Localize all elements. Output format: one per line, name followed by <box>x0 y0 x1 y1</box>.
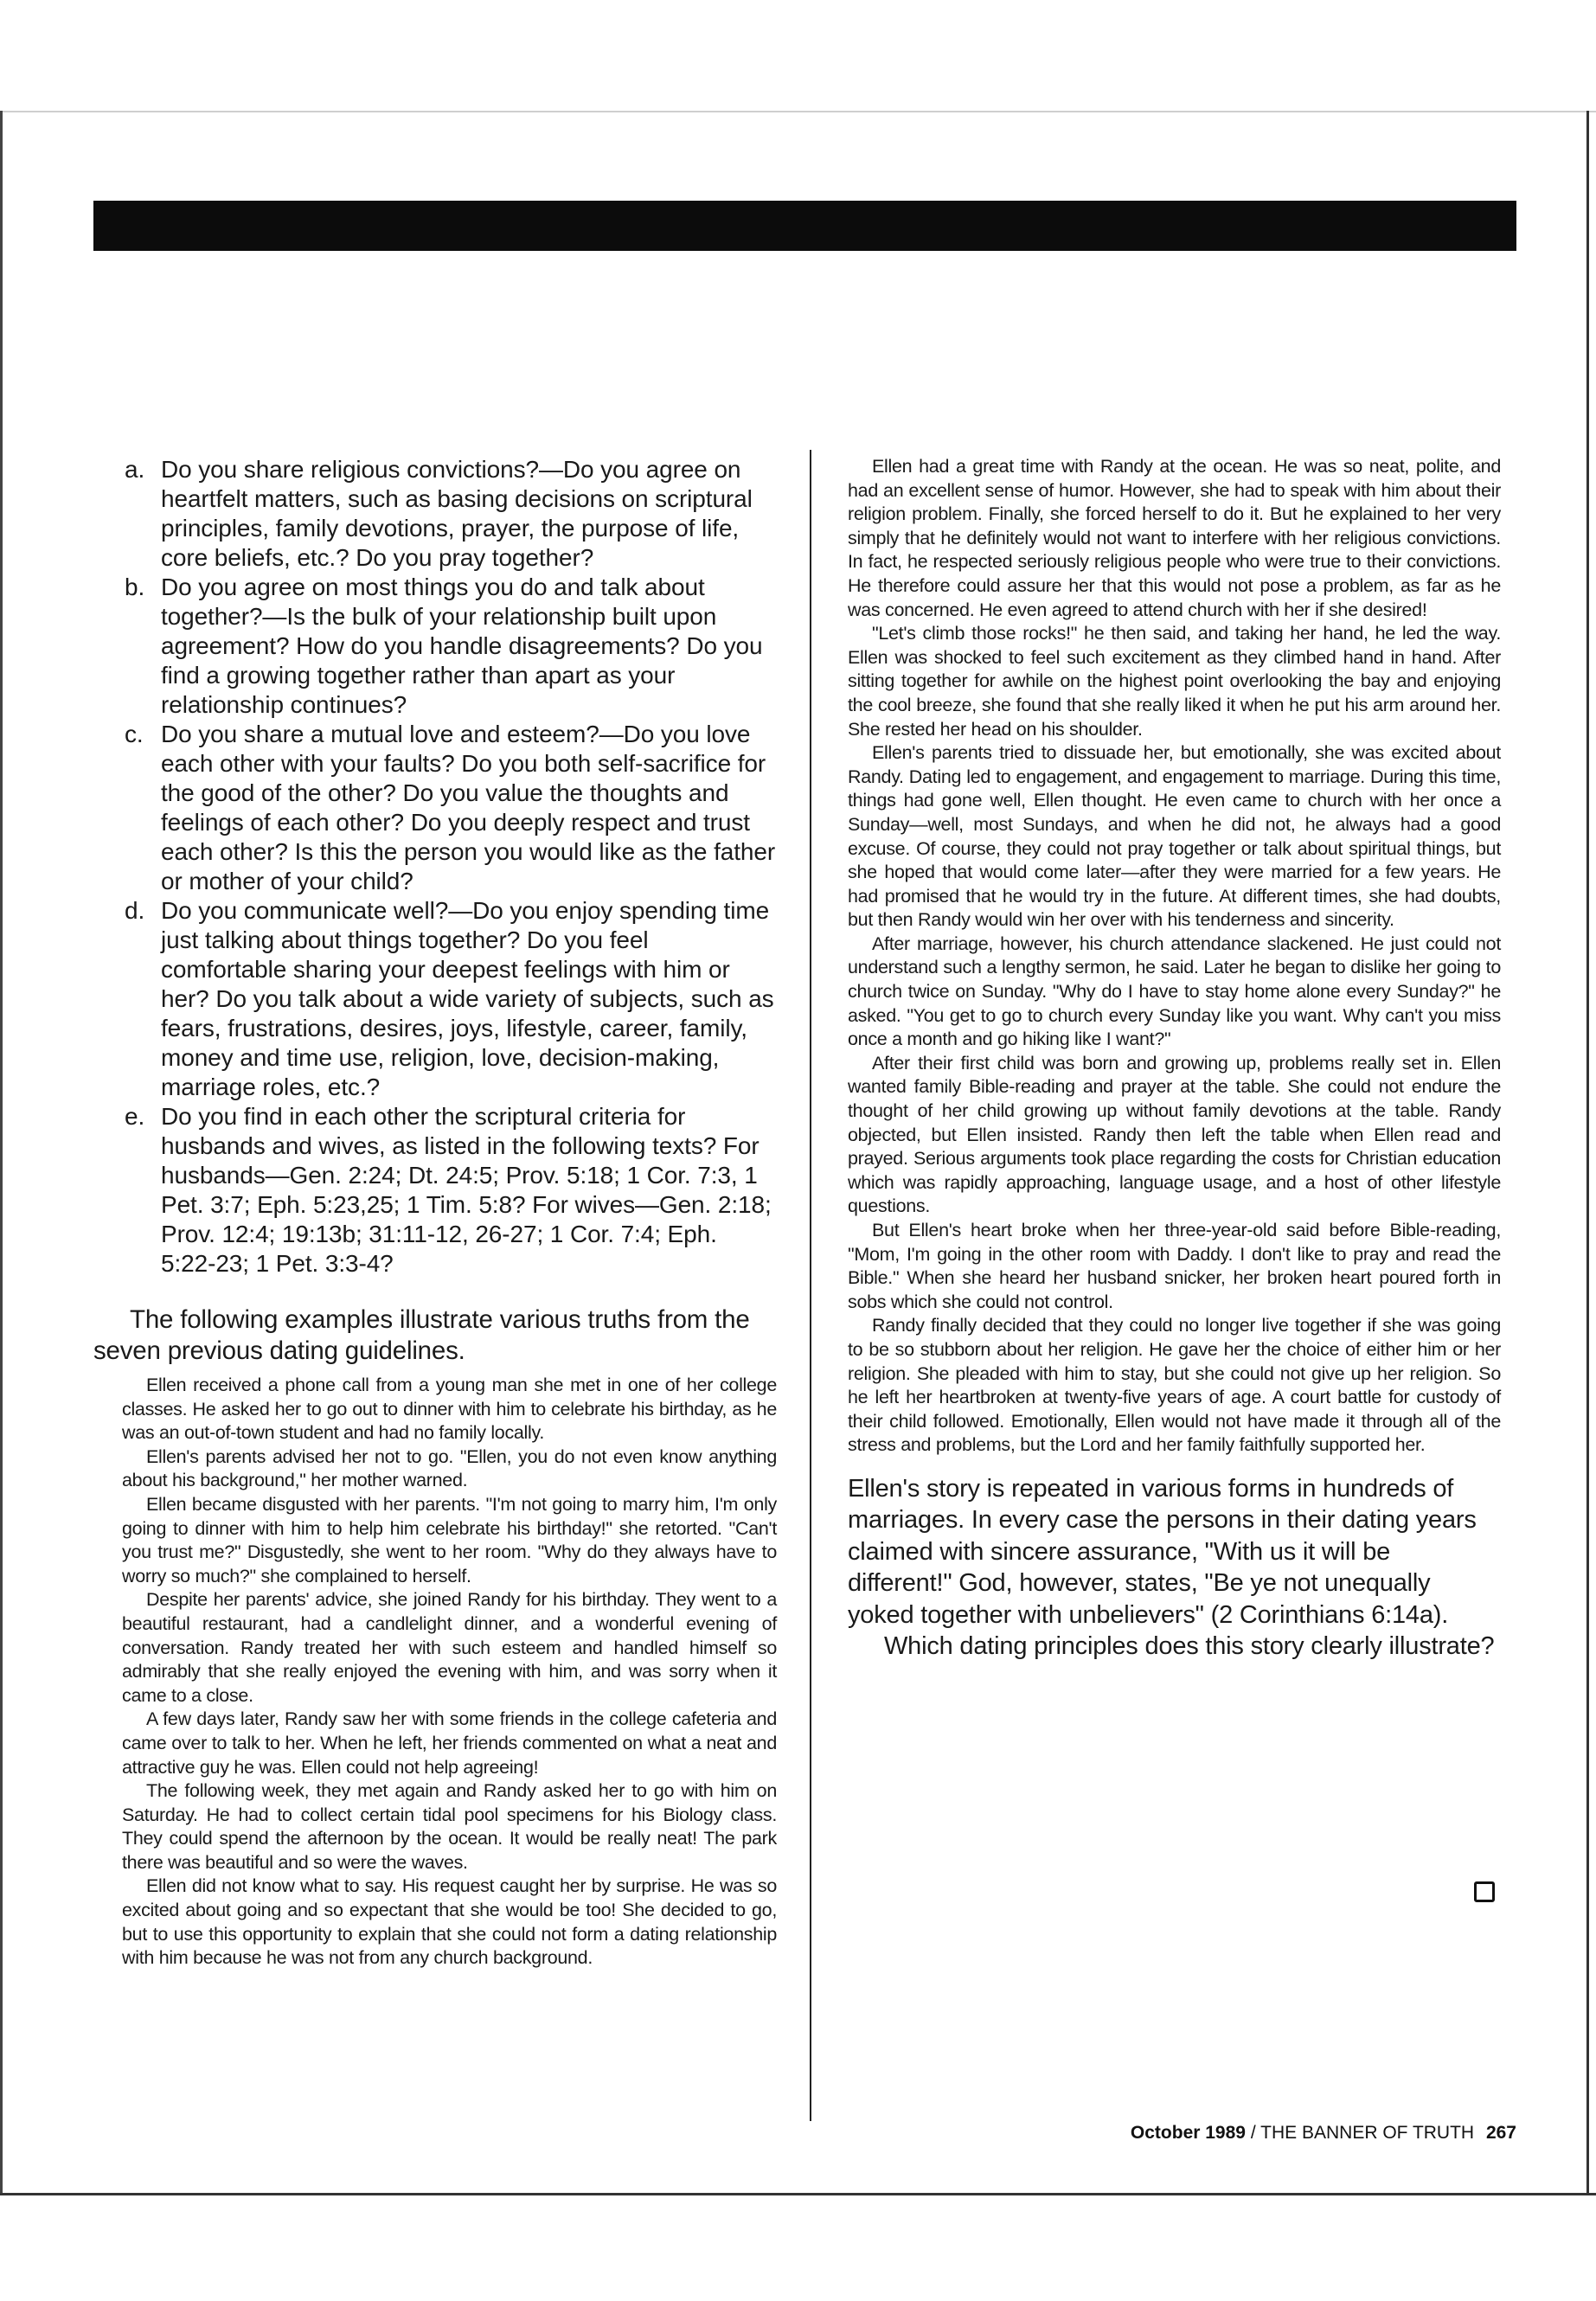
question-label: d. <box>125 897 145 924</box>
story-paragraph: A few days later, Randy saw her with some friends in the college cafeteria and came over to talk to her. When he left, her friends commented on what a neat and attractive guy he was. Ellen could not help agreeing! <box>122 1708 777 1778</box>
question-text: Do you agree on most things you do and talk about together?—Is the bulk of your relationship built upon agreement? How do you handle disagreements? Do you find a growing together rather than apart as your relationship continues? <box>161 574 763 718</box>
story-paragraph: Ellen became disgusted with her parents. "I'm not going to marry him, I'm only going to dinner with him to help him celebrate his birthday!" she retorted. "Can't you trust me?" Disgustedly, she went to her room. "Why do they always have to worry so much?" she complained to herself. <box>122 1493 777 1586</box>
question-item <box>125 1102 777 1279</box>
page-left-edge <box>0 111 3 2195</box>
end-mark-icon <box>1474 1881 1495 1902</box>
closing-section <box>848 1473 1501 1663</box>
question-label: a. <box>125 456 145 483</box>
question-item <box>125 896 777 1102</box>
question-text: Do you share religious convictions?—Do you agree on heartfelt matters, such as basing decisions on scriptural principles, family devotions, prayer, the purpose of life, core beliefs, etc.? Do you pray together? <box>161 456 753 571</box>
issue-date: October 1989 <box>1130 2123 1246 2143</box>
story-right <box>848 455 1501 1458</box>
closing-question: Which dating principles does this story clearly illustrate? <box>884 1632 1495 1661</box>
footer-separator: / <box>1250 2123 1256 2143</box>
question-item <box>125 720 777 896</box>
question-label: c. <box>125 721 144 747</box>
story-paragraph: Ellen did not know what to say. His request caught her by surprise. He was so excited about going and so expectant that she would be too! She decided to go, but to use this opportunity to explain that she could not form a dating relationship with him because he was not from any church background. <box>122 1875 777 1969</box>
story-paragraph: Ellen's parents advised her not to go. "Ellen, you do not even know anything about his background," her mother warned. <box>122 1445 777 1491</box>
question-item <box>125 455 777 573</box>
story-paragraph: After their first child was born and growing up, problems really set in. Ellen wanted family Bible-reading and prayer at the table. She could not endure the thought of her child growing up without family devotions at the table. Randy objected, but Ellen insisted. Randy then left the table when Ellen read and prayed. Serious arguments took place regarding the costs for Christian education which was rapidly approaching, language usage, and a host of other lifestyle questions. <box>848 1052 1501 1217</box>
question-label: e. <box>125 1103 145 1130</box>
story-paragraph: The following week, they met again and Randy asked her to go with him on Saturday. He had to collect certain tidal pool specimens for his Biology class. They could spend the afternoon by the ocean. It would be really neat! The park there was beautiful and so were the waves. <box>122 1780 777 1873</box>
closing-paragraph: Ellen's story is repeated in various forms in hundreds of marriages. In every case the persons in their dating years claimed with sincere assurance, "With us it will be different!" God, however, states, "Be ye not unequally yoked together with unbelievers" (2 Corinthians 6:14a). <box>848 1474 1477 1629</box>
page-number: 267 <box>1485 2123 1516 2143</box>
question-text: Do you find in each other the scriptural criteria for husbands and wives, as listed in the following texts? For husbands—Gen. 2:24; Dt. 24:5; Prov. 5:18; 1 Cor. 7:3, 1 Pet. 3:7; Eph. 5:23,25; 1 Tim. 5:8? For wives—Gen. 2:18; Prov. 12:4; 19:13b; 31:11-12, 26-27; 1 Cor. 7:4; Eph. 5:22-23; 1 Pet. 3:3-4? <box>161 1103 772 1277</box>
page-top-edge <box>0 111 1596 112</box>
left-column <box>93 455 777 1971</box>
question-text: Do you share a mutual love and esteem?—Do you love each other with your faults? Do you both self-sacrifice for the good of the other? Do you value the thoughts and feelings of each other? Do you deeply respect and trust each other? Is this the person you would like as the father or mother of your child? <box>161 721 776 894</box>
scan-margin <box>0 0 1596 111</box>
story-left <box>93 1374 777 1971</box>
page-footer <box>1131 2123 1516 2144</box>
publication-name: THE BANNER OF TRUTH <box>1260 2123 1475 2143</box>
header-bar <box>93 201 1516 251</box>
page-right-edge <box>1586 111 1589 2195</box>
question-label: b. <box>125 574 145 600</box>
right-column <box>848 455 1501 1663</box>
story-paragraph: After marriage, however, his church attendance slackened. He just could not understand such a lengthy sermon, he said. Later he began to dislike her going to church twice on Sunday. "Why do I have to stay home alone every Sunday?" he asked. "You get to go to church every Sunday like you want. Why can't you miss once a month and go hiking like I want?" <box>848 933 1501 1050</box>
story-paragraph: Ellen's parents tried to dissuade her, but emotionally, she was excited about Randy. Dating led to engagement, and engagement to marriage. During this time, things had gone well, Ellen thought. He even came to church with her once a Sunday—well, most Sundays, and when he did not, he always had a good excuse. Of course, they could not pray together or talk about spiritual things, but she hoped that would come later—after they were married for a few years. He had promised that he would try in the future. At different times, she had doubts, but then Randy would win her over with his tenderness and sincerity. <box>848 742 1501 931</box>
story-paragraph: Despite her parents' advice, she joined Randy for his birthday. They went to a beautiful restaurant, had a candlelight dinner, and a wonderful evening of conversation. Randy treated her with such esteem and handled himself so admirably that she really enjoyed the evening with him, and was sorry when it came to a close. <box>122 1589 777 1706</box>
question-item <box>125 573 777 720</box>
intro-paragraph: The following examples illustrate various truths from the seven previous dating guidelines. <box>93 1305 750 1365</box>
page-bottom-edge <box>0 2193 1596 2195</box>
story-paragraph: Ellen received a phone call from a young man she met in one of her college classes. He asked her to go out to dinner with him to celebrate his birthday, as he was an out-of-town student and had no family locally. <box>122 1375 777 1444</box>
question-list <box>93 455 777 1279</box>
story-paragraph: "Let's climb those rocks!" he then said, and taking her hand, he led the way. Ellen was shocked to feel such excitement as they climbed hand in hand. After sitting together for awhile on the highest point overlooking the bay and enjoying the cool breeze, she found that she really liked it when he put his arm around her. She rested her head on his shoulder. <box>848 623 1501 740</box>
column-divider <box>810 450 811 2121</box>
question-text: Do you communicate well?—Do you enjoy spending time just talking about things together? Do you feel comfortable sharing your deepest feelings with him or her? Do you talk about a wide variety of subjects, such as fears, frustrations, desires, joys, lifestyle, career, family, money and time use, religion, love, decision-making, marriage roles, etc.? <box>161 897 774 1100</box>
story-paragraph: Ellen had a great time with Randy at the ocean. He was so neat, polite, and had an excellent sense of humor. However, she had to speak with him about their religion problem. Finally, she forced herself to do it. But he explained to her very simply that he definitely would not want to interfere with her religious convictions. In fact, he respected seriously religious people who were true to their convictions. He therefore could assure her that this would not pose a problem, as far as he was concerned. He even agreed to attend church with her if she desired! <box>848 456 1501 620</box>
story-paragraph: Randy finally decided that they could no longer live together if she was going to be so stubborn about her religion. He gave her the choice of either him or her religion. She pleaded with him to stay, but she could not give up her religion. So he left her heartbroken at twenty-five years of age. A court battle for custody of their child followed. Emotionally, Ellen would not have made it through all of the stress and problems, but the Lord and her family faithfully supported her. <box>848 1315 1501 1456</box>
story-paragraph: But Ellen's heart broke when her three-year-old said before Bible-reading, "Mom, I'm going in the other room with Daddy. I don't like to pray and read the Bible." When she heard her husband snicker, her broken heart poured forth in sobs which she could not control. <box>848 1220 1501 1312</box>
